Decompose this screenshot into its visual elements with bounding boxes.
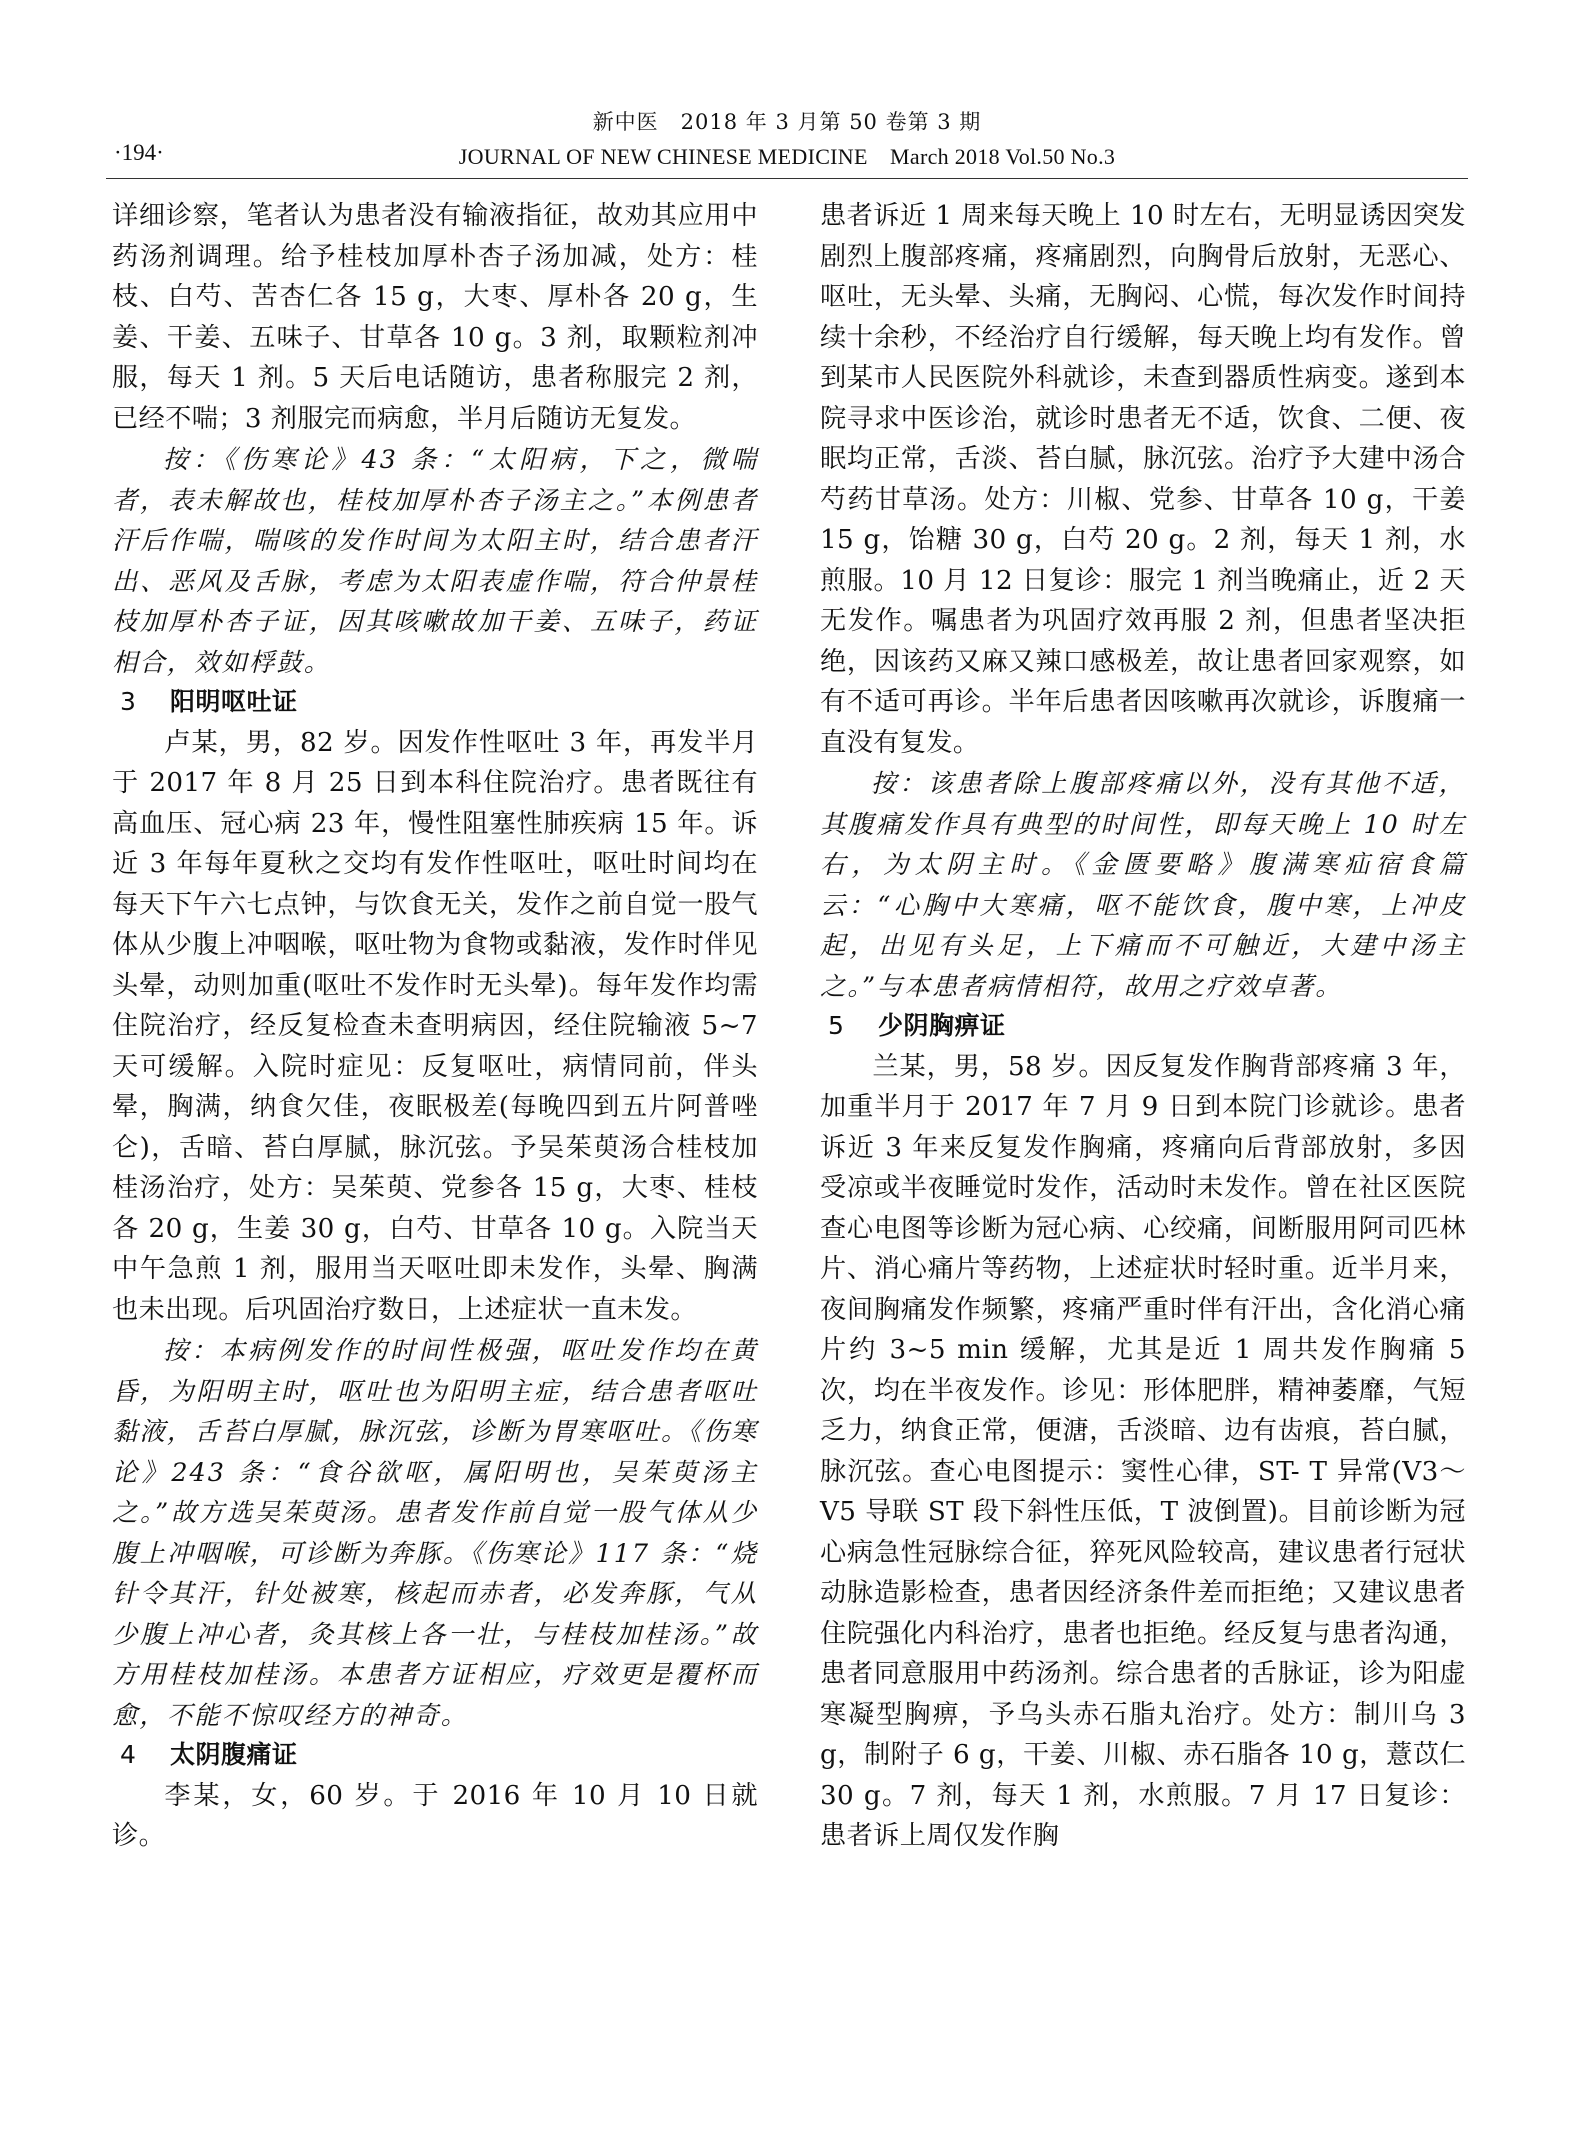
section-number: 5 (828, 1011, 845, 1040)
body-paragraph: 兰某，男，58 岁。因反复发作胸背部疼痛 3 年，加重半月于 2017 年 7 月 9 日到本院门诊就诊。患者诉近 3 年来反复发作胸痛，疼痛向后背部放射，多因受凉或半夜睡觉时发作，活动时未发作。曾在社区医院查心电图等诊断为冠心病、心绞痛，间断服用阿司匹林片、消心痛片等药物，上述症状时轻时重。近半月来，夜间胸痛发作频繁，疼痛严重时伴有汗出，含化消心痛片约 3~5 min 缓解，尤其是近 1 周共发作胸痛 5 次，均在半夜发作。诊见：形体肥胖，精神萎靡，气短乏力，纳食正常，便溏，舌淡暗、边有齿痕，苔白腻，脉沉弦。查心电图提示：窦性心律，ST- T 异常(V3～V5 导联 ST 段下斜性压低，T 波倒置)。目前诊断为冠心病急性冠脉综合征，猝死风险较高，建议患者行冠状动脉造影检查，患者因经济条件差而拒绝；又建议患者住院强化内科治疗，患者也拒绝。经反复与患者沟通，患者同意服用中药汤剂。综合患者的舌脉证，诊为阳虚寒凝型胸痹，予乌头赤石脂丸治疗。处方：制川乌 3 g，制附子 6 g，干姜、川椒、赤石脂各 10 g，薏苡仁 30 g。7 剂，每天 1 剂，水煎服。7 月 17 日复诊：患者诉上周仅发作胸 (820, 1051, 1466, 1851)
body-paragraph: 卢某，男，82 岁。因发作性呕吐 3 年，再发半月于 2017 年 8 月 25 日到本科住院治疗。患者既往有高血压、冠心病 23 年，慢性阻塞性肺疾病 15 年。诉近 3 年每年夏秋之交均有发作性呕吐，呕吐时间均在每天下午六七点钟，与饮食无关，发作之前自觉一股气体从少腹上冲咽喉，呕吐物为食物或黏液，发作时伴见头晕，动则加重(呕吐不发作时无头晕)。每年发作均需住院治疗，经反复检查未查明病因，经住院输液 5~7 天可缓解。入院时症见：反复呕吐，病情同前，伴头晕，胸满，纳食欠佳，夜眠极差(每晚四到五片阿普唑仑)，舌暗、苔白厚腻，脉沉弦。予吴茱萸汤合桂枝加桂汤治疗，处方：吴茱萸、党参各 15 g，大枣、桂枝各 20 g，生姜 30 g，白芍、甘草各 10 g。入院当天中午急煎 1 剂，服用当天呕吐即未发作，头晕、胸满也未出现。后巩固治疗数日，上述症状一直未发。 (112, 727, 758, 1325)
section-heading-3 (112, 682, 758, 723)
section-number: 4 (120, 1740, 137, 1769)
body-paragraph: 患者诉近 1 周来每天晚上 10 时左右，无明显诱因突发剧烈上腹部疼痛，疼痛剧烈，向胸骨后放射，无恶心、呕吐，无头晕、头痛，无胸闷、心慌，每次发作时间持续十余秒，不经治疗自行缓解，每天晚上均有发作。曾到某市人民医院外科就诊，未查到器质性病变。遂到本院寻求中医诊治，就诊时患者无不适，饮食、二便、夜眠均正常，舌淡、苔白腻，脉沉弦。治疗予大建中汤合芍药甘草汤。处方：川椒、党参、甘草各 10 g，干姜 15 g，饴糖 30 g，白芍 20 g。2 剂，每天 1 剂，水煎服。10 月 12 日复诊：服完 1 剂当晚痛止，近 2 天无发作。嘱患者为巩固疗效再服 2 剂，但患者坚决拒绝，因该药又麻又辣口感极差，故让患者回家观察，如有不适可再诊。半年后患者因咳嗽再次就诊，诉腹痛一直没有复发。 (820, 201, 1466, 758)
section-heading-4 (112, 1735, 758, 1776)
journal-title-cn: 新中医 2018 年 3 月第 50 卷第 3 期 (592, 110, 982, 134)
journal-title-en: JOURNAL OF NEW CHINESE MEDICINE March 2018 Vol.50 No.3 (458, 144, 1116, 169)
section-title: 阳明呕吐证 (170, 687, 298, 716)
section-heading-5 (820, 1006, 1466, 1047)
body-paragraph: 李某，女，60 岁。于 2016 年 10 月 10 日就诊。 (112, 1780, 758, 1851)
section-number: 3 (120, 687, 137, 716)
page-number: ·194· (114, 140, 164, 165)
commentary-paragraph: 按：本病例发作的时间性极强，呕吐发作均在黄昏，为阳明主时，呕吐也为阳明主症，结合患者呕吐黏液，舌苔白厚腻，脉沉弦，诊断为胃寒呕吐。《伤寒论》243 条：“食谷欲呕，属阳明也，吴茱萸汤主之。”故方选吴茱萸汤。患者发作前自觉一股气体从少腹上冲咽喉，可诊断为奔豚。《伤寒论》117 条：“烧针令其汗，针处被寒，核起而赤者，必发奔豚，气从少腹上冲心者，灸其核上各一壮，与桂枝加桂汤。”故方用桂枝加桂汤。本患者方证相应，疗效更是覆杯而愈，不能不惊叹经方的神奇。 (112, 1335, 758, 1730)
body-paragraph: 详细诊察，笔者认为患者没有输液指征，故劝其应用中药汤剂调理。给予桂枝加厚朴杏子汤加减，处方：桂枝、白芍、苦杏仁各 15 g，大枣、厚朴各 20 g，生姜、干姜、五味子、甘草各 10 g。3 剂，取颗粒剂冲服，每天 1 剂。5 天后电话随访，患者称服完 2 剂，已经不喘；3 剂服完而病愈，半月后随访无复发。 (112, 201, 758, 434)
page-header (106, 96, 1468, 176)
header-rule (106, 178, 1468, 179)
left-column (112, 196, 758, 1857)
commentary-paragraph: 按：该患者除上腹部疼痛以外，没有其他不适，其腹痛发作具有典型的时间性，即每天晚上 10 时左右，为太阴主时。《金匮要略》腹满寒疝宿食篇云：“心胸中大寒痛，呕不能饮食，腹中寒，上冲皮起，出见有头足，上下痛而不可触近，大建中汤主之。”与本患者病情相符，故用之疗效卓著。 (820, 768, 1466, 1001)
right-column (820, 196, 1466, 1857)
commentary-paragraph: 按：《伤寒论》43 条：“太阳病，下之，微喘者，表未解故也，桂枝加厚朴杏子汤主之。”本例患者汗后作喘，喘咳的发作时间为太阳主时，结合患者汗出、恶风及舌脉，考虑为太阳表虚作喘，符合仲景桂枝加厚朴杏子证，因其咳嗽故加干姜、五味子，药证相合，效如桴鼓。 (112, 444, 758, 677)
section-title: 少阴胸痹证 (878, 1011, 1006, 1040)
section-title: 太阴腹痛证 (170, 1740, 298, 1769)
